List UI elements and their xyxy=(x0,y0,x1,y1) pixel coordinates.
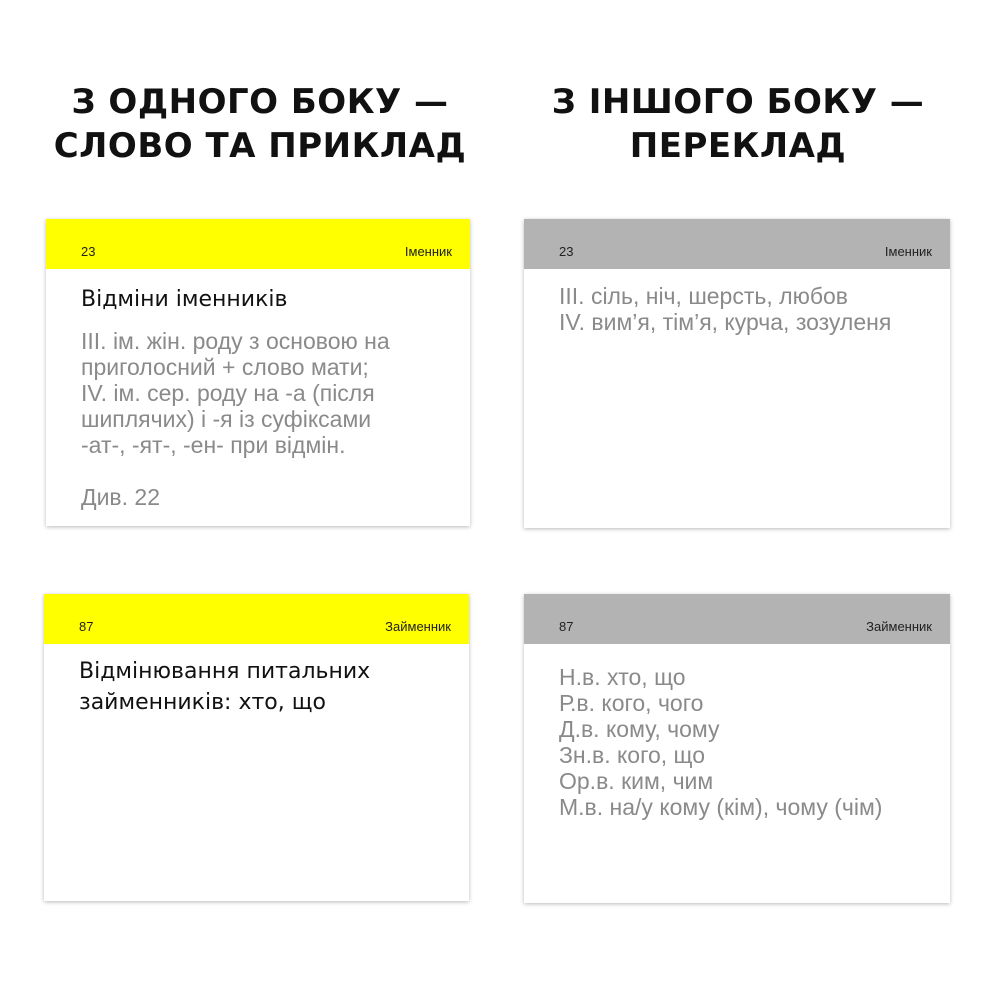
card-title-line: займенників: хто, що xyxy=(79,690,326,715)
card-title: Відміни іменників xyxy=(81,287,288,312)
card-translation-line: ІІІ. сіль, ніч, шерсть, любов xyxy=(559,283,849,309)
flashcard-front-23 xyxy=(46,219,470,526)
front-side-heading xyxy=(50,80,470,168)
card-description xyxy=(81,328,470,458)
card-reference-note: Див. 22 xyxy=(81,484,161,510)
card-category: Займенник xyxy=(866,619,932,634)
back-side-heading-line-1: З ІНШОГО БОКУ — xyxy=(551,82,925,122)
card-number: 23 xyxy=(81,244,96,259)
card-description-line: -ат-, -ят-, -ен- при відмін. xyxy=(81,432,346,458)
card-translation-line: Ор.в. ким, чим xyxy=(559,768,714,794)
card-header xyxy=(44,594,469,644)
card-header xyxy=(46,219,470,269)
back-side-heading-line-2: ПЕРЕКЛАД xyxy=(629,126,847,166)
card-category: Іменник xyxy=(404,244,452,259)
card-translation-line: Д.в. кому, чому xyxy=(559,716,720,742)
card-description-line: ІІІ. ім. жін. роду з основою на xyxy=(81,328,390,354)
flashcard-back-87 xyxy=(524,594,950,903)
card-number: 87 xyxy=(79,619,94,634)
card-description-line: приголосний + слово мати; xyxy=(81,354,369,380)
front-side-heading-line-1: З ОДНОГО БОКУ — xyxy=(71,82,449,122)
card-translation-line: Зн.в. кого, що xyxy=(559,742,706,768)
flashcard-back-23 xyxy=(524,219,950,528)
card-category: Займенник xyxy=(385,619,451,634)
card-translation xyxy=(559,283,950,335)
card-title-line: Відмінювання питальних xyxy=(79,659,371,684)
card-translation-line: Р.в. кого, чого xyxy=(559,690,704,716)
card-translation xyxy=(559,664,950,820)
flashcard-front-87 xyxy=(44,594,469,901)
card-category: Іменник xyxy=(884,244,932,259)
card-translation-line: М.в. на/у кому (кім), чому (чім) xyxy=(559,794,883,820)
card-translation-line: IV. вим’я, тім’я, курча, зозуленя xyxy=(559,309,892,335)
front-side-heading-line-2: СЛОВО ТА ПРИКЛАД xyxy=(53,126,467,166)
card-description-line: шиплячих) і -я із суфіксами xyxy=(81,406,372,432)
card-header xyxy=(524,219,950,269)
card-description-line: IV. ім. сер. роду на -а (після xyxy=(81,380,375,406)
card-number: 87 xyxy=(559,619,574,634)
card-title xyxy=(79,656,459,718)
card-header xyxy=(524,594,950,644)
card-number: 23 xyxy=(559,244,574,259)
card-translation-line: Н.в. хто, що xyxy=(559,664,686,690)
back-side-heading xyxy=(528,80,948,168)
